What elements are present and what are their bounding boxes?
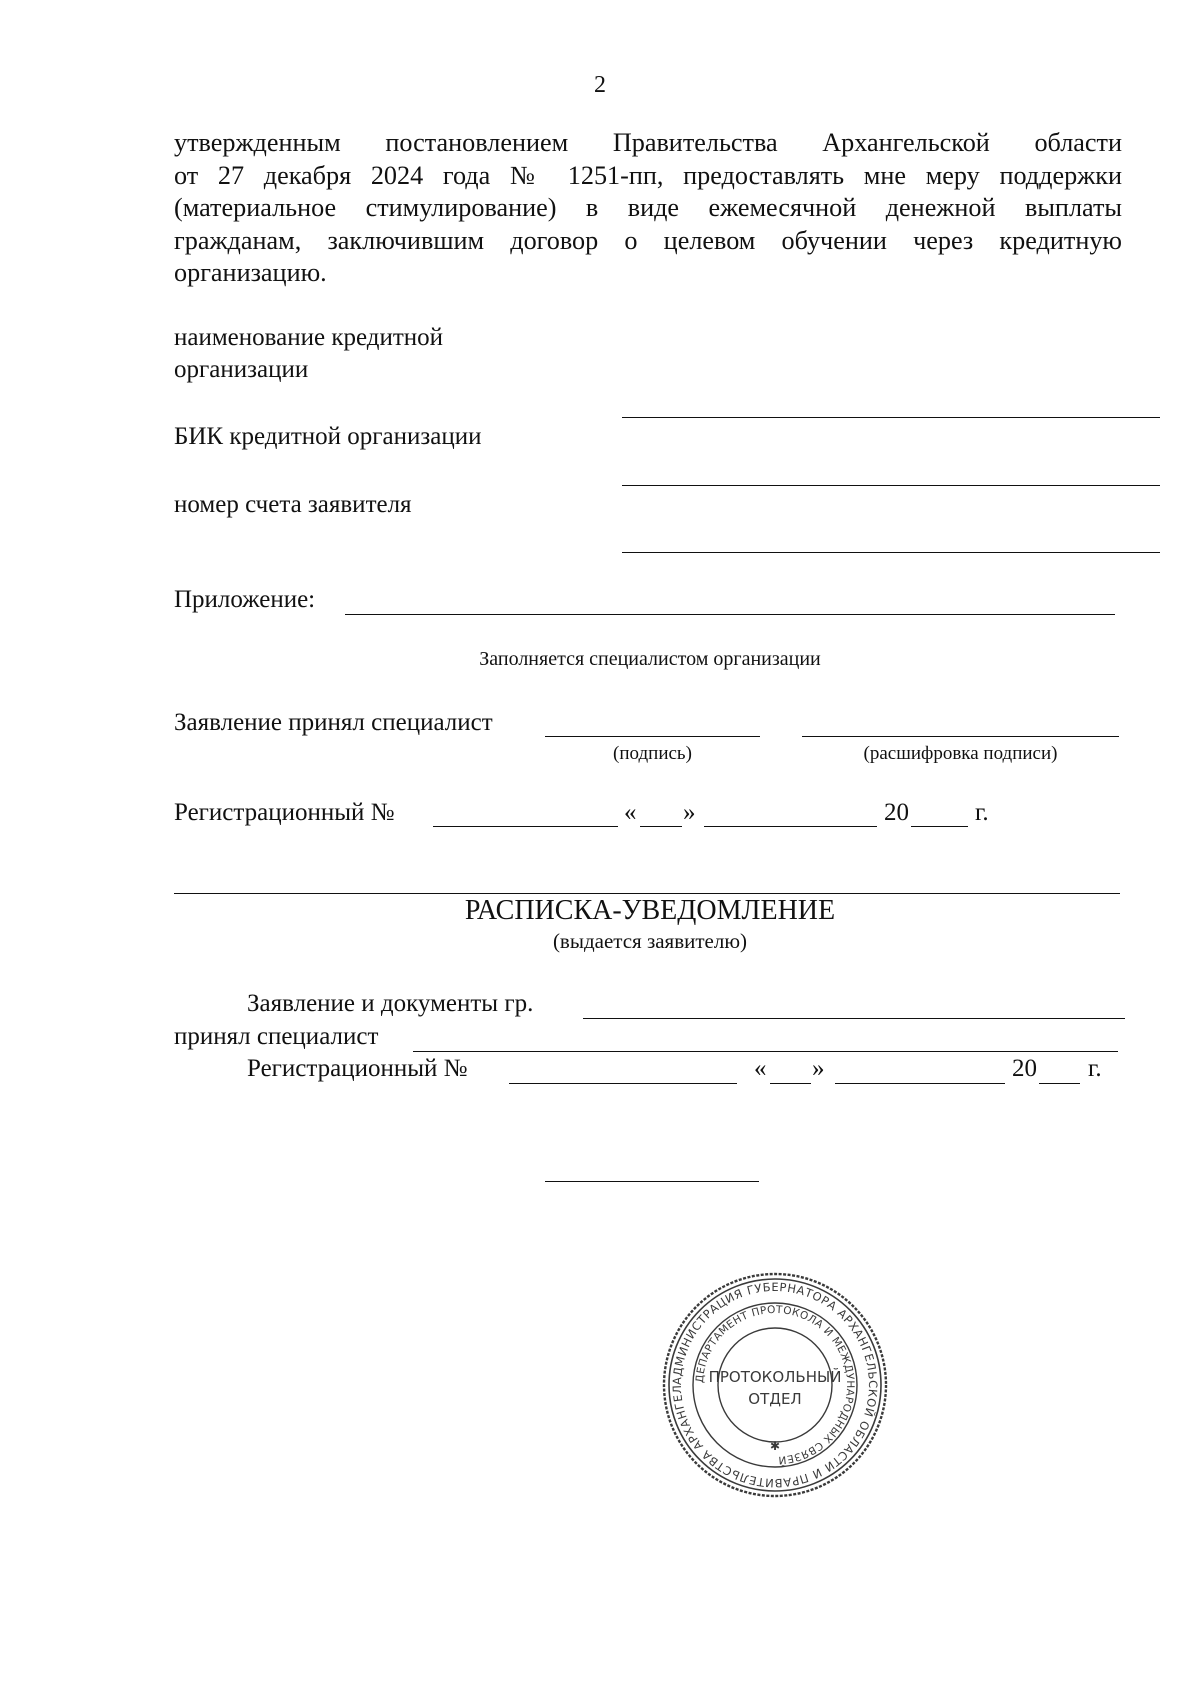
specialist-month-line[interactable]: [704, 826, 877, 827]
receipt-month-line[interactable]: [835, 1083, 1005, 1084]
receipt-day-line[interactable]: [770, 1083, 811, 1084]
svg-text:ПРОТОКОЛЬНЫЙ: ПРОТОКОЛЬНЫЙ: [708, 1368, 842, 1386]
specialist-day-line[interactable]: [640, 826, 682, 827]
intro-line: (материальное стимулирование) в виде ежемесячной денежной выплаты: [174, 193, 1122, 222]
specialist-year-suffix: г.: [975, 799, 989, 826]
specialist-quote-open: «: [624, 799, 637, 826]
intro-line: утвержденным постановлением Правительства Архангельской области: [174, 128, 1122, 157]
receipt-year-line[interactable]: [1039, 1083, 1080, 1084]
specialist-year-prefix: 20: [884, 799, 909, 826]
receipt-reg-number-line[interactable]: [509, 1083, 737, 1084]
intro-paragraph: [174, 127, 1122, 290]
intro-line: гражданам, заключившим договор о целевом обучении через кредитную: [174, 225, 1122, 255]
specialist-signature-line[interactable]: [545, 736, 760, 737]
receipt-year-prefix: 20: [1012, 1055, 1037, 1082]
receipt-quote-close: »: [812, 1055, 825, 1082]
receipt-docs-label: Заявление и документы гр.: [247, 990, 534, 1017]
receipt-docs-name-line[interactable]: [583, 1018, 1125, 1019]
signature-caption: (подпись): [613, 743, 692, 764]
receipt-subtitle: (выдается заявителю): [552, 929, 748, 953]
intro-line: организацию.: [174, 258, 327, 287]
receipt-accepted-label: принял специалист: [174, 1023, 379, 1050]
bank-name-input-line[interactable]: [622, 417, 1160, 418]
receipt-specialist-line[interactable]: [413, 1051, 1118, 1052]
specialist-reg-label: Регистрационный №: [174, 799, 395, 826]
account-input-line[interactable]: [622, 552, 1160, 553]
receipt-title: РАСПИСКА-УВЕДОМЛЕНИЕ: [464, 895, 836, 926]
specialist-year-line[interactable]: [911, 826, 968, 827]
specialist-quote-close: »: [683, 799, 696, 826]
account-label: номер счета заявителя: [174, 491, 412, 518]
attachment-label: Приложение:: [174, 586, 316, 613]
specialist-accepted-label: Заявление принял специалист: [174, 709, 493, 736]
intro-line: от 27 декабря 2024 года № 1251-пп, предоставлять мне меру поддержки: [174, 160, 1122, 190]
receipt-year-suffix: г.: [1088, 1055, 1102, 1082]
seal-graphic: [660, 1270, 890, 1500]
decryption-caption: (расшифровка подписи): [863, 743, 1058, 764]
svg-text:ДЕПАРТАМЕНТ ПРОТОКОЛА И МЕЖДУН: ДЕПАРТАМЕНТ ПРОТОКОЛА И МЕЖДУНАРОДНЫХ СВЯЗЕЙ: [693, 1303, 857, 1467]
bank-name-label-line1: наименование кредитной: [174, 324, 444, 351]
receipt-reg-label: Регистрационный №: [247, 1055, 468, 1082]
specialist-decryption-line[interactable]: [802, 736, 1119, 737]
closing-separator: [545, 1181, 759, 1182]
protocol-department-seal: [660, 1270, 890, 1500]
specialist-reg-number-line[interactable]: [433, 826, 618, 827]
bik-label: БИК кредитной организации: [174, 423, 482, 450]
specialist-note: Заполняется специалистом организации: [479, 648, 821, 670]
bank-name-label-line2: организации: [174, 356, 309, 383]
svg-text:ОТДЕЛ: ОТДЕЛ: [748, 1390, 802, 1408]
attachment-input-line[interactable]: [345, 614, 1115, 615]
page-number: 2: [594, 72, 606, 98]
bik-input-line[interactable]: [622, 485, 1160, 486]
svg-text:✱: ✱: [769, 1439, 781, 1453]
svg-text:АДМИНИСТРАЦИЯ ГУБЕРНАТОРА АРХА: АДМИНИСТРАЦИЯ ГУБЕРНАТОРА АРХАНГЕЛЬСКОЙ ОБЛАСТИ И ПРАВИТЕЛЬСТВА АРХАНГЕЛ: [669, 1279, 881, 1491]
receipt-quote-open: «: [754, 1055, 767, 1082]
